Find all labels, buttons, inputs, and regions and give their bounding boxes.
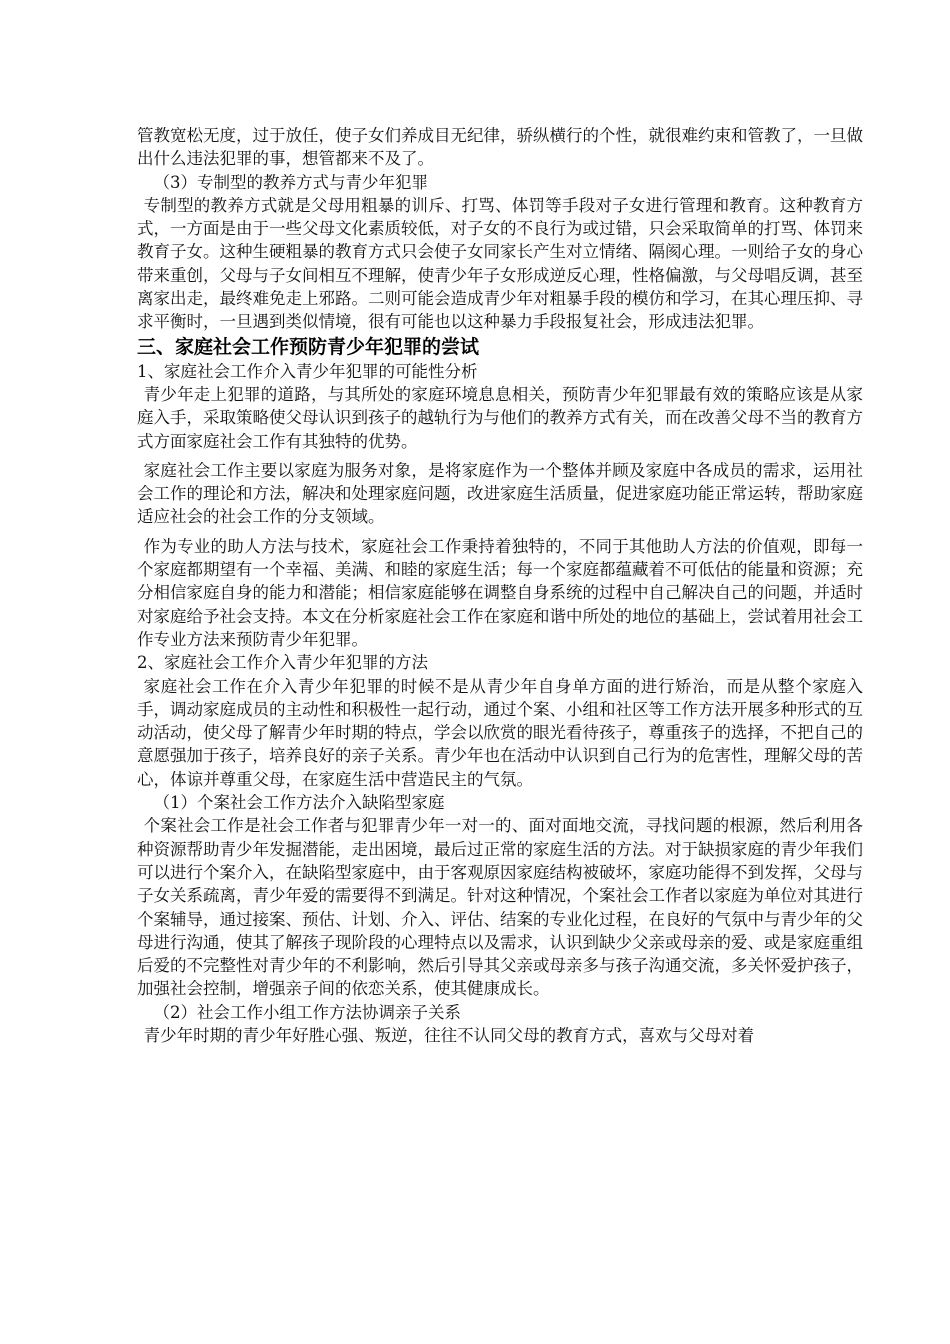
paragraph-intervention-overview: 家庭社会工作在介入青少年犯罪的时候不是从青少年自身单方面的进行矫治，而是从整个家庭入手，调动家庭成员的主动性和积极性一起行动，通过个案、小组和社区等工作方法开展多种形式的互动活动，使父母了解青少年时期的特点，学会以欣赏的眼光看待孩子，尊重孩子的选择，不把自己的意愿强加于孩子，培养良好的亲子关系。青少年也在活动中认识到自己行为的危害性，理解父母的苦心，体谅并尊重父母，在家庭生活中营造民主的气氛。	[137, 676, 863, 789]
subheading-intervention-methods: 2、家庭社会工作介入青少年犯罪的方法	[137, 653, 428, 673]
subheading-authoritarian-parenting: （3）专制型的教养方式与青少年犯罪	[153, 172, 428, 192]
section-heading-three: 三、家庭社会工作预防青少年犯罪的尝试	[137, 335, 480, 358]
subheading-group-work-method: （2）社会工作小组工作方法协调亲子关系	[153, 1002, 461, 1022]
paragraph-casework-method: 个案社会工作是社会工作者与犯罪青少年一对一的、面对面地交流，寻找问题的根源，然后利用各种资源帮助青少年发掘潜能，走出困境，最后过正常的家庭生活的方法。对于缺损家庭的青少年我们可以进行个案介入，在缺陷型家庭中，由于客观原因家庭结构被破坏，家庭功能得不到发挥，父母与子女关系疏离，青少年爱的需要得不到满足。针对这种情况，个案社会工作者以家庭为单位对其进行个案辅导，通过接案、预估、计划、介入、评估、结案的专业化过程，在良好的气氛中与青少年的父母进行沟通，使其了解孩子现阶段的心理特点以及需求，认识到缺少父亲或母亲的爱、或是家庭重组后爱的不完整性对青少年的不利影响，然后引导其父亲或母亲多与孩子沟通交流，多关怀爱护孩子，加强社会控制，增强亲子间的依恋关系，使其健康成长。	[137, 816, 863, 999]
paragraph-family-social-work-definition: 家庭社会工作主要以家庭为服务对象，是将家庭作为一个整体并顾及家庭中各成员的需求，运用社会工作的理论和方法，解决和处理家庭问题，改进家庭生活质量，促进家庭功能正常运转，帮助家庭适应社会的社会工作的分支领域。	[137, 460, 863, 527]
paragraph-family-environment: 青少年走上犯罪的道路，与其所处的家庭环境息息相关，预防青少年犯罪最有效的策略应该是从家庭入手，采取策略使父母认识到孩子的越轨行为与他们的教养方式有关，而在改善父母不当的教育方式方面家庭社会工作有其独特的优势。	[137, 384, 863, 451]
subheading-feasibility-analysis: 1、家庭社会工作介入青少年犯罪的可能性分析	[137, 361, 478, 381]
subheading-casework-method: （1）个案社会工作方法介入缺陷型家庭	[153, 793, 445, 813]
paragraph-authoritarian-parenting: 专制型的教养方式就是父母用粗暴的训斥、打骂、体罚等手段对子女进行管理和教育。这种教育方式，一方面是由于一些父母文化素质较低，对子女的不良行为或过错，只会采取简单的打骂、体罚来教育子女。这种生硬粗暴的教育方式只会使子女同家长产生对立情绪、隔阂心理。一则给子女的身心带来重创，父母与子女间相互不理解，使青少年子女形成逆反心理，性格偏激，与父母唱反调，甚至离家出走，最终难免走上邪路。二则可能会造成青少年对粗暴手段的模仿和学习，在其心理压抑、寻求平衡时，一旦遇到类似情境，很有可能也以这种暴力手段报复社会，形成违法犯罪。	[137, 195, 863, 332]
document-body	[137, 124, 863, 1047]
paragraph-lax-parenting-end: 管教宽松无度，过于放任，使子女们养成目无纪律，骄纵横行的个性，就很难约束和管教了，一旦做出什么违法犯罪的事，想管都来不及了。	[137, 126, 863, 169]
paragraph-group-work-start: 青少年时期的青少年好胜心强、叛逆，往往不认同父母的教育方式，喜欢与父母对着	[143, 1025, 755, 1045]
paragraph-family-social-work-values: 作为专业的助人方法与技术，家庭社会工作秉持着独特的，不同于其他助人方法的价值观，即每一个家庭都期望有一个幸福、美满、和睦的家庭生活；每一个家庭都蕴藏着不可低估的能量和资源；充分相信家庭自身的能力和潜能；相信家庭能够在调整自身系统的过程中自己解决自己的问题，并适时对家庭给予社会支持。本文在分析家庭社会工作在家庭和谐中所处的地位的基础上，尝试着用社会工作专业方法来预防青少年犯罪。	[137, 536, 863, 649]
